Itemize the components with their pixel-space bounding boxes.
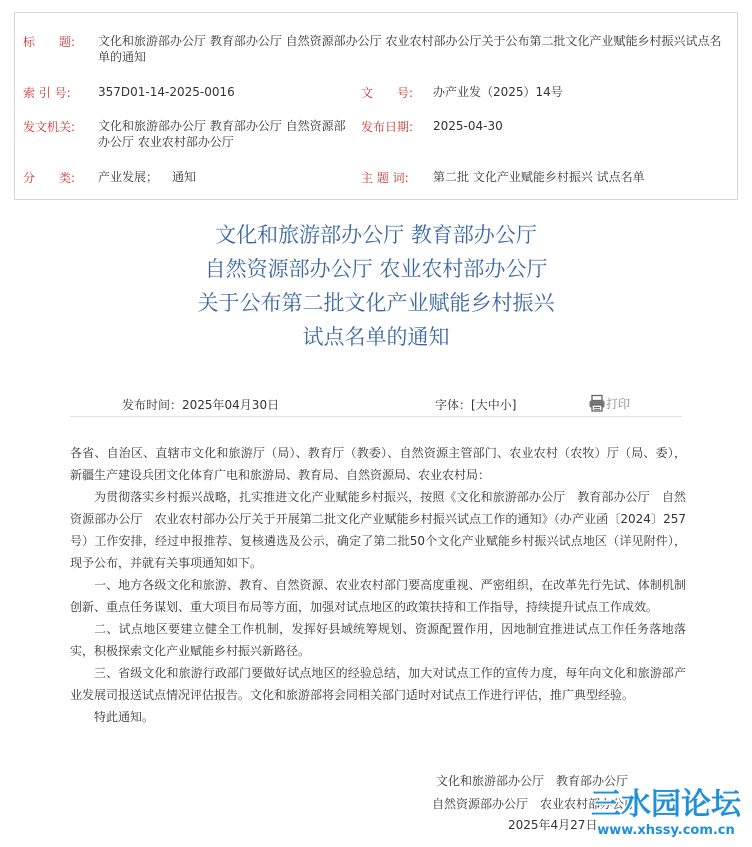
keyword-value: 第二批 文化产业赋能乡村振兴 试点名单 xyxy=(433,170,645,184)
issuer-label: 发文机关: xyxy=(23,120,76,134)
issuer-value: 文化和旅游部办公厅 教育部办公厅 自然资源部办公厅 农业农村部办公厅 xyxy=(98,119,346,149)
category-label: 分 类: xyxy=(23,171,76,185)
signature-date: 2025年4月27日 xyxy=(508,818,598,832)
paragraph-intro: 为贯彻落实乡村振兴战略，扎实推进文化产业赋能乡村振兴，按照《文化和旅游部办公厅 教育部办公厅 自然资源部办公厅 农业农村部办公厅关于开展第二批文化产业赋能乡村振兴试点工作的通知》（办产业函〔2024〕257号）工作安排，经过申报推荐、复核遴选及公示，确定了第二批50个文化产业赋能乡村振兴试点地区（详见附件），现予公布，并就有关事项通知如下。 xyxy=(70,490,686,570)
paragraph-item-3: 三、省级文化和旅游行政部门要做好试点地区的经验总结，加大对试点工作的宣传力度，每年向文化和旅游部产业发展司报送试点情况评估报告。文化和旅游部将会同相关部门适时对试点工作进行评估，推广典型经验。 xyxy=(70,666,686,702)
page-title xyxy=(0,218,752,354)
category-separator: ； xyxy=(146,170,159,184)
signature-line-2: 自然资源部办公厅 农业农村部办公厅 xyxy=(432,797,637,811)
title-line-1: 文化和旅游部办公厅 教育部办公厅 xyxy=(215,223,537,247)
watermark-brand: 三水园论坛 xyxy=(591,787,741,822)
font-size-end: ] xyxy=(511,398,517,412)
metadata-box xyxy=(14,12,738,200)
paragraph-item-1: 一、地方各级文化和旅游、教育、自然资源、农业农村部门要高度重视、严密组织，在改革先行先试、体制机制创新、重点任务谋划、重大项目布局等方面，加强对试点地区的政策扶持和工作指导，持续提升试点工作成效。 xyxy=(70,578,686,614)
publish-date: 发布时间：2025年04月30日 xyxy=(122,398,280,412)
font-size-large-link[interactable]: 大 xyxy=(475,398,488,412)
category-value xyxy=(98,169,196,185)
paragraph-closing: 特此通知。 xyxy=(94,710,155,724)
title-line-4: 试点名单的通知 xyxy=(302,325,450,349)
title-line-2: 自然资源部办公厅 农业农村部办公厅 xyxy=(204,257,548,281)
font-size-medium-link[interactable]: 中 xyxy=(487,398,500,412)
watermark-url: www.xhssy.com.cn xyxy=(597,823,735,838)
title-line-3: 关于公布第二批文化产业赋能乡村振兴 xyxy=(197,291,555,315)
keyword-label: 主 题 词: xyxy=(361,171,409,185)
doc-number-value: 办产业发（2025）14号 xyxy=(433,85,563,99)
print-label: 打印 xyxy=(606,397,631,411)
index-value: 357D01-14-2025-0016 xyxy=(98,85,235,99)
font-size-small-link[interactable]: 小 xyxy=(499,398,512,412)
title-value: 文化和旅游部办公厅 教育部办公厅 自然资源部办公厅 农业农村部办公厅关于公布第二批文化产业赋能乡村振兴试点名单的通知 xyxy=(98,34,722,64)
title-label: 标 题: xyxy=(23,35,76,49)
category-value-2: 通知 xyxy=(172,170,197,184)
doc-number-label: 文 号: xyxy=(361,86,414,100)
print-button[interactable] xyxy=(588,394,630,412)
paragraph-item-2: 二、试点地区要建立健全工作机制，发挥好县域统筹规划、资源配置作用，因地制宜推进试点工作任务落地落实，积极探索文化产业赋能乡村振兴新路径。 xyxy=(70,622,686,658)
category-value-1: 产业发展 xyxy=(98,170,147,184)
font-size-switcher xyxy=(435,396,516,413)
signature-line-1: 文化和旅游部办公厅 教育部办公厅 xyxy=(436,774,629,788)
index-label: 索 引 号: xyxy=(23,86,71,100)
font-size-label: 字体：[ xyxy=(435,398,476,412)
site-watermark xyxy=(586,778,746,840)
info-bar xyxy=(70,376,682,417)
date-value: 2025-04-30 xyxy=(433,119,503,133)
date-label: 发布日期: xyxy=(361,120,414,134)
printer-icon xyxy=(588,394,606,412)
article-body xyxy=(70,442,686,728)
paragraph-addressee: 各省、自治区、直辖市文化和旅游厅（局）、教育厅（教委）、自然资源主管部门、农业农村（农牧）厅（局、委），新疆生产建设兵团文化体育广电和旅游局、教育局、自然资源局、农业农村局： xyxy=(70,446,686,482)
